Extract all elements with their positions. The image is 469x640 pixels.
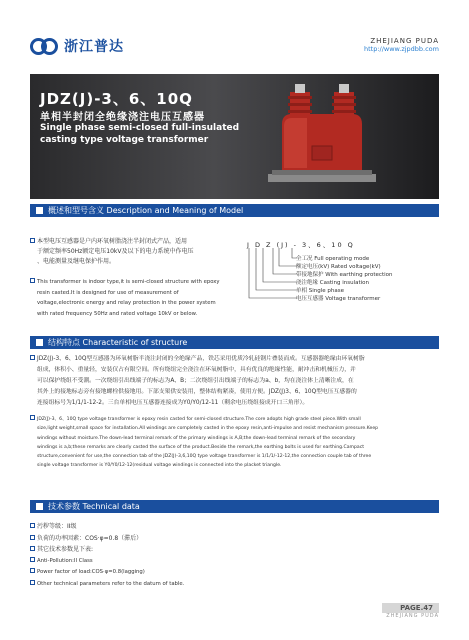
list-item: 污秽等级：II级: [30, 521, 439, 533]
product-image: [262, 74, 382, 199]
list-item: 负荷的功率因素：COS·φ=0.8（滞后）: [30, 533, 439, 545]
section-description-heading: 概述和型号含义 Description and Meaning of Model: [30, 204, 439, 217]
product-subtitle-en-1: Single phase semi-closed full-insulated: [40, 123, 240, 133]
logo-text: 浙江普达: [64, 39, 124, 55]
logo-rings-icon: [30, 36, 60, 56]
bullet-icon: [30, 557, 35, 562]
website-link[interactable]: http://www.zjpdbb.com: [363, 44, 439, 53]
bullet-icon: [30, 580, 35, 585]
bullet-icon: [30, 415, 35, 420]
bullet-icon: [30, 238, 35, 243]
brand-block: [364, 38, 439, 53]
product-title: JDZ(J)-3、6、10Q: [40, 90, 193, 108]
legend-earthing: 带接地保护 With earthing protection: [296, 272, 393, 278]
description-en: This transformer is indoor type,it is semi-closed structure with epoxy resin casted.It is designed for use of measurement of voltage,electronic energy and relay protection in the power system with rated frequency 50Hz and rated voltage 10kV or below.: [30, 277, 245, 319]
bullet-icon: [30, 568, 35, 573]
legend-full-operating: 全工况 Full operating mode: [296, 256, 370, 262]
bullet-icon: [30, 546, 35, 551]
hero-banner: [30, 74, 439, 199]
footer-brand: ZHEJIANG PUDA: [386, 613, 439, 619]
structure-en: JDZ(J)-3、6、10Q type voltage transformer is epoxy resin casted for semi-closed structure.The core adopts high grade steel piece.With small size,light weight,small space for installation.All windings are completely casted in the epoxy resin,anti-impulse and resist mechanism pressure.Keep windings without moisture.The down-lead terminal remark of the primary windings is A,B;the down-lead terminal remark of the secondary windings is a,b;these remarks are clearly casted the surface of the product.Beside the remark,the earthing bolts is used for earthing.Campact structure,convenient for use,the connection tab of the JDZ(J)-3,6,10Q type voltage transformer is 1/1/1/-12-12,the connection couple tab of three single voltage transformer is Y0/Y0/12-12(residual voltage windings is connected into the placket triangle.: [30, 415, 442, 471]
list-item: Other technical parameters refer to the datum of table.: [30, 579, 439, 591]
company-logo: [30, 36, 124, 56]
list-item: 其它技术参数见下表:: [30, 544, 439, 556]
product-subtitle-cn: 单相半封闭全绝缘浇注电压互感器: [40, 112, 205, 123]
technical-list: [30, 521, 439, 590]
model-code: J D Z (J) - 3、6、10 Q: [247, 241, 355, 249]
legend-casting: 浇注绝缘 Casting insulation: [296, 280, 370, 286]
brand-name-en: ZHEJIANG PUDA: [370, 37, 439, 45]
bullet-icon: [30, 523, 35, 528]
list-item: Power factor of load:COS·φ=0.8(lagging): [30, 567, 439, 579]
page-number: PAGE.47: [382, 603, 439, 613]
bullet-icon: [30, 535, 35, 540]
section-technical-heading: 技术参数 Technical data: [30, 500, 439, 513]
description-cn: 本型电压互感器是户内环氧树脂浇注半封闭式产品，适用 于额定频率50Hz额定电压10kV及以下的电力系统中作电压 、电能测量及继电保护作用。: [30, 237, 245, 267]
product-subtitle-en-2: casting type voltage transformer: [40, 135, 209, 145]
section-structure-heading: 结构特点 Characteristic of structure: [30, 336, 439, 349]
legend-voltage-transformer: 电压互感器 Voltage transformer: [296, 296, 381, 302]
legend-rated-voltage: 额定电压(kV) Rated voltage(kV): [296, 264, 381, 270]
list-item: Anti-Pollution:II Class: [30, 556, 439, 568]
legend-single-phase: 单相 Single phase: [296, 288, 345, 294]
structure-cn: JDZ(J)-3、6、10Q型互感器为环氧树脂半浇注封闭的全绝缘产品，铁芯采用优质冷轧硅钢片叠装而成。互感器器绝缘由环氧树脂 组成，体积小、重量轻，安装仅占有限空间。所有绕组完全浇注在环氧树脂中，具有优良的绝缘性能，耐冲击和机械压力，并 可以保护绕组不受潮。一次绕组引出线端子的标志为A、B；二次绕组引出线端子的标志为a、b，均在浇注体上清晰注成，在 其外上的接地标志旁有接地螺栓供接地用。下部支架供安装用，整体结构紧凑，使用方便。JDZ(J)3、6、10Q型电压互感器的 连接组标号为1/1/1-12-2。三台单相电压互感器连接成为Y0/Y0/12-11（剩余电压绕组接成开口三角形）。: [30, 354, 442, 409]
bullet-icon: [30, 355, 35, 360]
bullet-icon: [30, 278, 35, 283]
